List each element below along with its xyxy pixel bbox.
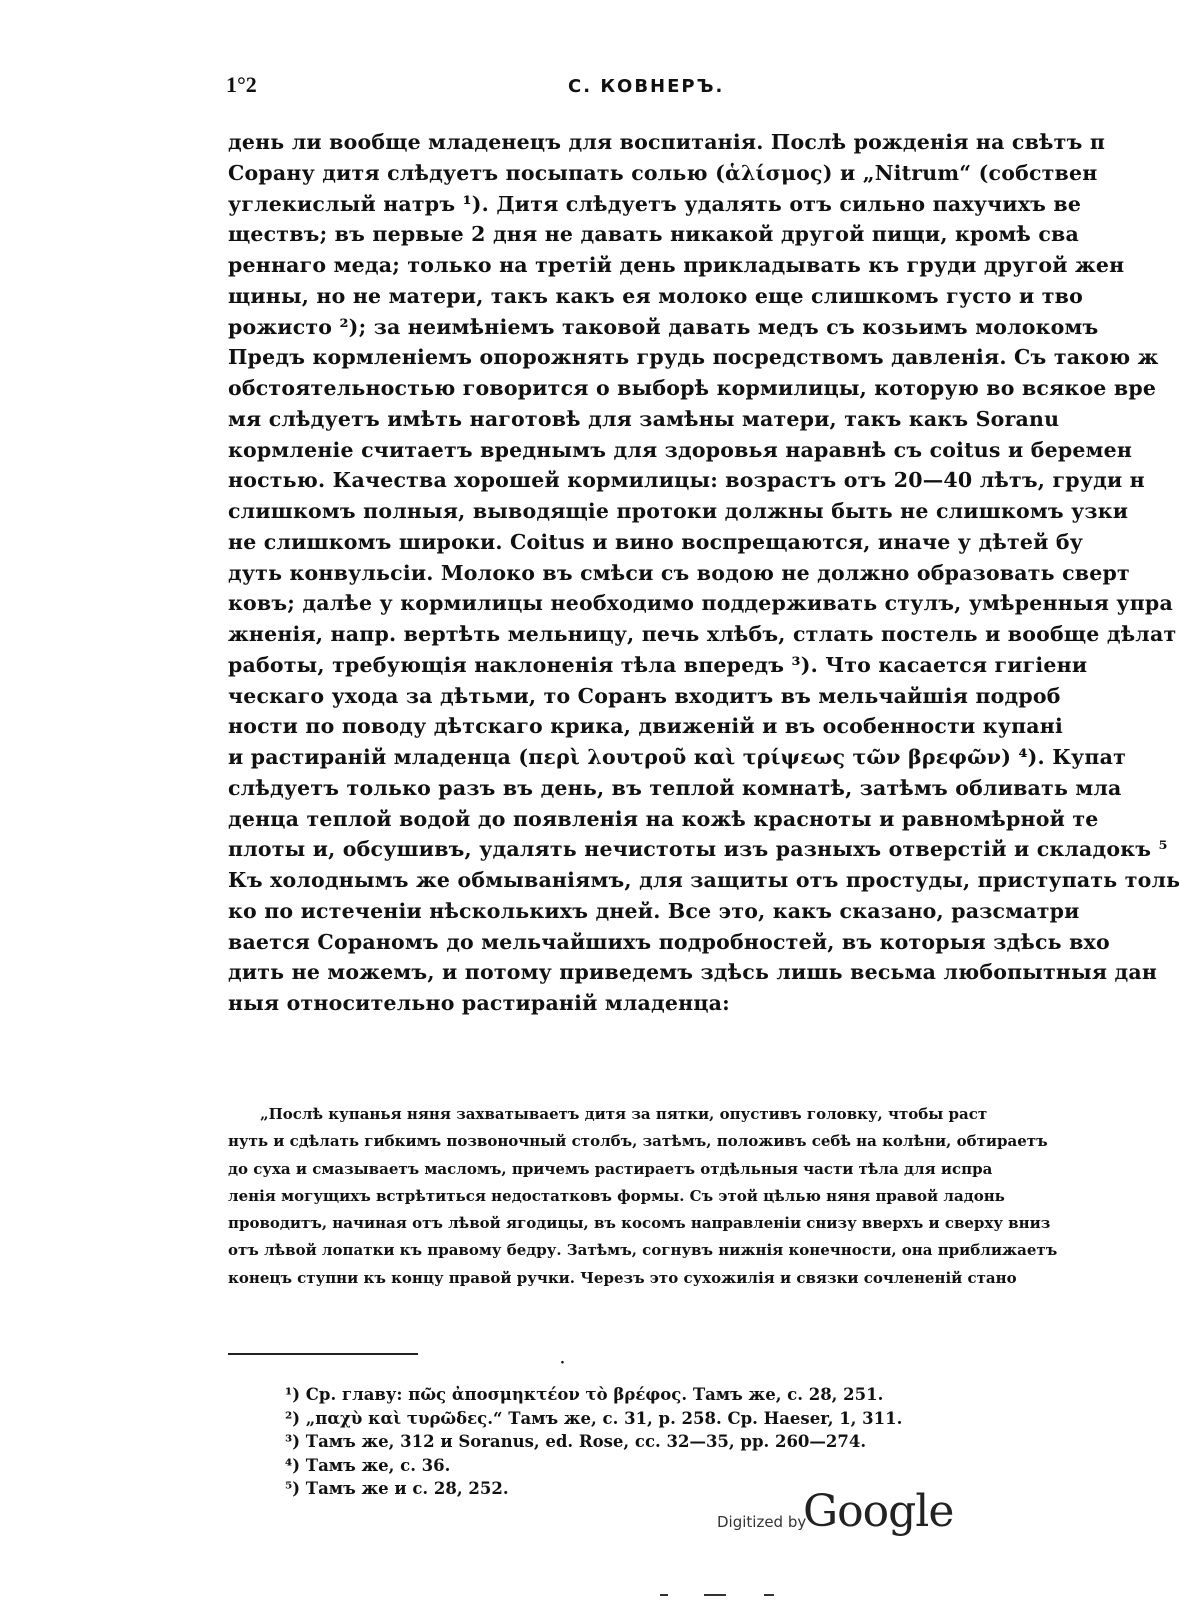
text-line: Предъ кормленіемъ опорожнять грудь посредствомъ давленія. Съ такою ж — [228, 345, 1159, 370]
footnote — [285, 1454, 1045, 1478]
footnote — [285, 1430, 1045, 1454]
footnote-text: Тамъ же и с. 28, 252. — [305, 1479, 509, 1498]
text-line: ческаго ухода за дѣтьми, то Соранъ входитъ въ мельчайшія подроб — [228, 683, 1061, 708]
text-line: щины, но не матери, такъ какъ ея молоко еще слишкомъ густо и тво — [228, 283, 1083, 308]
scan-marks — [660, 1594, 790, 1598]
text-line: и растираній младенца (περὶ λουτροῦ καὶ τρίψεως τῶν βρεφῶν) ⁴). Купат — [228, 745, 1126, 769]
text-line: ко по истеченіи нѣсколькихъ дней. Все это, какъ сказано, разсматри — [228, 898, 1080, 923]
footnote-text: Тамъ же, с. 36. — [305, 1455, 451, 1475]
footnote-text: „παχὺ καὶ τυρῶδες.“ Тамъ же, с. 31, р. 258. Ср. Haeser, 1, 311. — [305, 1408, 903, 1428]
text-line: рожисто ²); за неимѣніемъ таковой давать медъ съ козьимъ молокомъ — [228, 314, 1099, 339]
quote-line: „Послѣ купанья няня захватываетъ дитя за пятки, опустивъ головку, чтобы раст — [260, 1105, 988, 1123]
footnote-mark: ¹) — [285, 1385, 301, 1404]
watermark-prefix: Digitized by — [717, 1513, 807, 1531]
text-line: плоты и, обсушивъ, удалять нечистоты изъ разныхъ отверстій и складокъ ⁵ — [228, 837, 1168, 862]
quote-line: нуть и сдѣлать гибкимъ позвоночный столбъ, затѣмъ, положивъ себѣ на колѣни, обтираетъ — [228, 1132, 1048, 1151]
footnote-text: Тамъ же, 312 и Soranus, ed. Rose, сс. 32—35, рр. 260—274. — [305, 1432, 867, 1451]
quote-line: ленія могущихъ встрѣтиться недостатковъ формы. Съ этой цѣлью няня правой ладонь — [228, 1186, 1005, 1205]
text-line: реннаго меда; только на третій день прикладывать къ груди другой жен — [228, 253, 1125, 277]
text-line: ности по поводу дѣтскаго крика, движеній и въ особенности купані — [228, 714, 1063, 739]
text-line: кормленіе считаетъ вреднымъ для здоровья наравнѣ съ coitus и беремен — [228, 437, 1133, 462]
footnote-mark: ³) — [285, 1432, 301, 1451]
text-line: слишкомъ полныя, выводящіе протоки должны быть не слишкомъ узки — [228, 499, 1129, 523]
footnote — [285, 1383, 1045, 1407]
text-line: денца теплой водой до появленія на кожѣ красноты и равномѣрной те — [228, 806, 1099, 831]
text-line: жненія, напр. вертѣть мельницу, печь хлѣбъ, стлать постель и вообще дѣлат — [228, 622, 1177, 646]
page-number: 1°2 — [226, 72, 257, 97]
text-line: углекислый натръ ¹). Дитя слѣдуетъ удалять отъ сильно пахучихъ ве — [228, 191, 1082, 216]
text-line: работы, требующія наклоненія тѣла впередъ ³). Что касается гигіени — [228, 652, 1088, 677]
footnote-mark: ⁵) — [285, 1479, 301, 1498]
text-line: обстоятельностью говорится о выборѣ кормилицы, которую во всякое вре — [228, 376, 1157, 400]
main-text — [228, 127, 1180, 1019]
quote-line: отъ лѣвой лопатки къ правому бедру. Затѣмъ, согнувъ нижнія конечности, она приближаетъ — [228, 1241, 1058, 1260]
text-line: ществъ; въ первые 2 дня не давать никакой другой пищи, кромѣ сва — [228, 222, 1079, 247]
footnote-text: Ср. главу: πῶς ἀποσμηκτέον τὸ βρέφος. Тамъ же, с. 28, 251. — [305, 1385, 884, 1404]
text-line: ковъ; далѣе у кормилицы необходимо поддерживать стулъ, умѣренныя упра — [228, 591, 1173, 616]
ink-speck: · — [560, 1355, 565, 1371]
text-line: дить не можемъ, и потому приведемъ здѣсь лишь весьма любопытныя дан — [228, 960, 1158, 985]
text-line: Къ холоднымъ же обмываніямъ, для защиты отъ простуды, приступать толь — [228, 868, 1180, 892]
footnotes — [285, 1383, 1045, 1501]
text-line: мя слѣдуетъ имѣть наготовѣ для замѣны матери, такъ какъ Soranu — [228, 406, 1060, 431]
text-line: ностью. Качества хорошей кормилицы: возрастъ отъ 20—40 лѣтъ, груди н — [228, 468, 1145, 493]
text-line: Сорану дитя слѣдуетъ посыпать солью (ἁλίσμος) и „Nitrum“ (собствен — [228, 160, 1098, 185]
running-title: С. КОВНЕРЪ. — [568, 76, 725, 97]
footnote-separator — [228, 1353, 418, 1355]
digitized-watermark — [717, 1486, 997, 1550]
text-line: слѣдуетъ только разъ въ день, въ теплой комнатѣ, затѣмъ обливать мла — [228, 775, 1122, 800]
quote-line: конецъ ступни къ концу правой ручки. Черезъ это сухожилія и связки сочлененій стано — [228, 1268, 1017, 1287]
text-line: не слишкомъ широки. Coitus и вино воспрещаются, иначе у дѣтей бу — [228, 529, 1084, 554]
text-line: дуть конвульсіи. Молоко въ смѣси съ водою не должно образовать сверт — [228, 560, 1130, 585]
page-header — [226, 72, 1071, 102]
block-quote — [228, 1101, 1071, 1292]
text-line: вается Сораномъ до мельчайшихъ подробностей, въ которыя здѣсь вхо — [228, 929, 1110, 954]
text-line: день ли вообще младенецъ для воспитанія. Послѣ рожденія на свѣтъ п — [228, 130, 1106, 154]
footnote-mark: ²) — [285, 1408, 301, 1428]
quote-line: до суха и смазываетъ масломъ, причемъ растираетъ отдѣльныя части тѣла для испра — [228, 1159, 993, 1178]
footnote — [285, 1407, 1045, 1431]
text-line: ныя относительно растираній младенца: — [228, 991, 730, 1015]
quote-line: проводитъ, начиная отъ лѣвой ягодицы, въ косомъ направленіи снизу вверхъ и сверху вниз — [228, 1214, 1051, 1233]
watermark-brand: Google — [803, 1486, 954, 1537]
footnote-mark: ⁴) — [285, 1455, 301, 1475]
